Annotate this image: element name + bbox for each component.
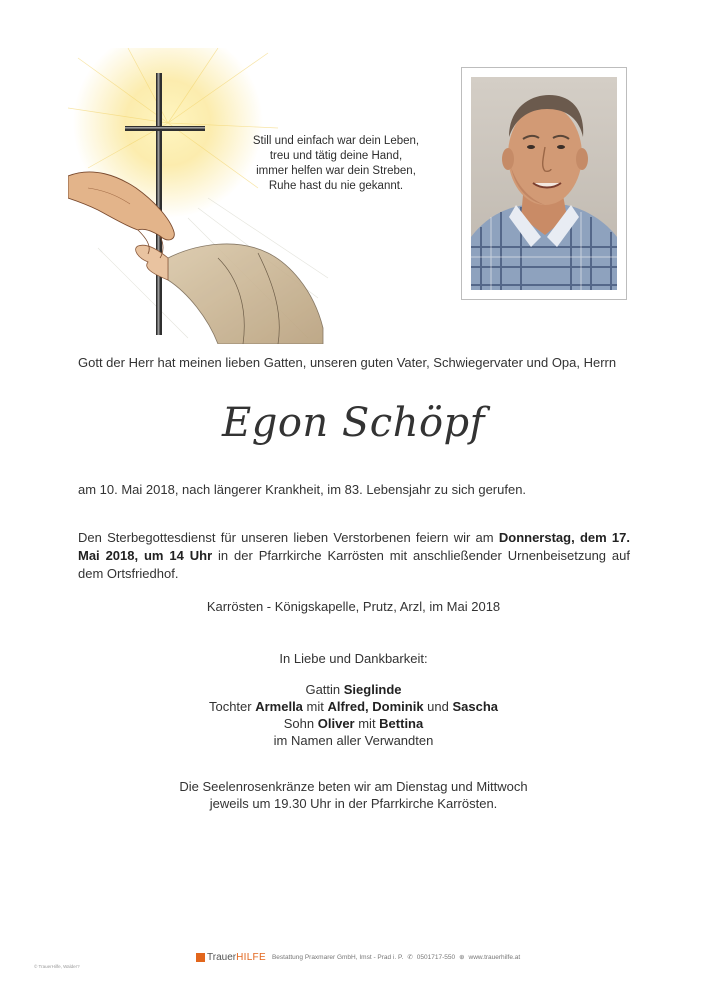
- rosary-line: Die Seelenrosenkränze beten wir am Dienstag und Mittwoch: [179, 779, 528, 794]
- passing-text: am 10. Mai 2018, nach längerer Krankheit, im 83. Lebensjahr zu sich gerufen.: [78, 482, 527, 497]
- brand-name-part1: Trauer: [207, 951, 237, 963]
- poem-line: immer helfen war dein Streben,: [256, 165, 416, 177]
- connector-text: mit: [354, 716, 380, 731]
- poem-line: Still und einfach war dein Leben,: [252, 135, 420, 147]
- place-date: Karrösten - Königskapelle, Prutz, Arzl, im Mai 2018: [206, 599, 501, 614]
- intro-text: Gott der Herr hat meinen lieben Gatten, unseren guten Vater, Schwiegervater und Opa, Herrn: [78, 355, 617, 370]
- trauerhilfe-logo-icon: [196, 953, 205, 962]
- footer: [196, 950, 520, 964]
- relation-label: Tochter: [208, 699, 256, 714]
- family-member-name: Bettina: [379, 716, 424, 731]
- brand-name-part2: HILFE: [236, 951, 266, 963]
- poem-line: treu und tätig deine Hand,: [269, 150, 403, 162]
- family-member-name: Oliver: [317, 716, 355, 731]
- portrait-photo: [471, 77, 617, 290]
- website-link[interactable]: www.trauerhilfe.at: [468, 953, 521, 961]
- globe-icon: ⊕: [459, 954, 465, 961]
- phone-icon: ✆: [407, 954, 413, 961]
- family-member-name: Alfred, Dominik: [327, 699, 424, 714]
- poem: [236, 134, 436, 194]
- deceased-name: Egon Schöpf: [222, 400, 485, 446]
- service-text-part1: Den Sterbegottesdienst für unseren lieben Verstorbenen feiern wir am: [78, 530, 499, 545]
- portrait-frame: [461, 67, 627, 300]
- family-line: [0, 698, 707, 715]
- family-list: [0, 681, 707, 749]
- relation-label: Sohn: [283, 716, 318, 731]
- copyright-note: © TrauerHilfe, Walder?: [34, 964, 80, 969]
- rosary-line: jeweils um 19.30 Uhr in der Pfarrkirche Karrösten.: [209, 796, 498, 811]
- family-member-name: Sieglinde: [343, 682, 402, 697]
- connector-text: und: [423, 699, 453, 714]
- service-text: [78, 529, 630, 583]
- connector-text: mit: [302, 699, 328, 714]
- relation-label: Gattin: [305, 682, 344, 697]
- phone-number: 0501717-550: [416, 953, 456, 961]
- family-line: [0, 715, 707, 732]
- service-date: Donnerstag, dem 17. Mai 2018, um 14 Uhr: [78, 530, 630, 563]
- family-line: [0, 681, 707, 698]
- poem-line: Ruhe hast du nie gekannt.: [268, 180, 404, 192]
- family-line: im Namen aller Verwandten: [273, 733, 434, 748]
- service-text-part2: in der Pfarrkirche Karrösten mit anschließender Urnenbeisetzung auf dem Ortsfriedhof.: [78, 548, 630, 581]
- thanks-heading: In Liebe und Dankbarkeit:: [279, 651, 428, 666]
- family-member-name: Armella: [255, 699, 303, 714]
- rosary-notice: [0, 778, 707, 812]
- cross-hands-illustration: [68, 48, 330, 344]
- company-name: Bestattung Praxmarer GmbH, Imst - Prad i. P.: [271, 953, 404, 961]
- family-member-name: Sascha: [452, 699, 499, 714]
